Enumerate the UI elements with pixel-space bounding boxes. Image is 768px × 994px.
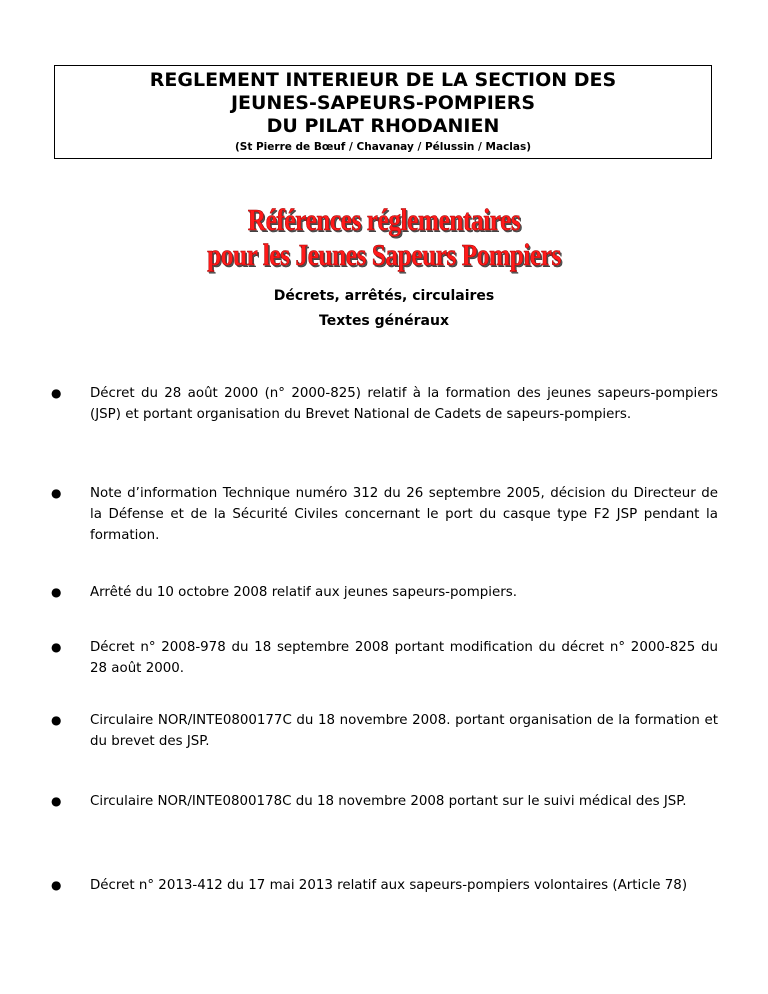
title-line-2: JEUNES-SAPEURS-POMPIERS — [230, 92, 536, 114]
bullet-icon: ● — [51, 640, 62, 654]
list-item — [51, 710, 718, 752]
title-line-3: DU PILAT RHODANIEN — [266, 115, 500, 137]
reference-text: Décret du 28 août 2000 (n° 2000-825) relatif à la formation des jeunes sapeurs-pompiers (JSP) et portant organisation du Brevet National de Cadets de sapeurs-pompiers. — [90, 386, 718, 422]
bullet-icon: ● — [51, 585, 62, 599]
bullet-icon: ● — [51, 386, 62, 400]
list-item — [51, 483, 718, 546]
reference-text: Arrêté du 10 octobre 2008 relatif aux jeunes sapeurs-pompiers. — [90, 585, 517, 600]
bullet-icon: ● — [51, 486, 62, 500]
document-header — [54, 65, 712, 159]
reference-text: Note d’information Technique numéro 312 du 26 septembre 2005, décision du Directeur de la Défense et de la Sécurité Civiles concernant le port du casque type F2 JSP pendant la formation. — [90, 486, 718, 543]
list-item — [51, 582, 718, 603]
list-item — [51, 383, 718, 425]
bullet-icon: ● — [51, 713, 62, 727]
list-item — [51, 875, 718, 896]
title-line-1: REGLEMENT INTERIEUR DE LA SECTION DES — [149, 69, 617, 91]
section-heading-decrees: Décrets, arrêtés, circulaires — [273, 288, 495, 304]
reference-text: Décret n° 2008-978 du 18 septembre 2008 portant modification du décret n° 2000-825 du 28 août 2000. — [90, 640, 718, 676]
list-item — [51, 791, 718, 812]
banner-line-2: pour les Jeunes Sapeurs Pompiers — [207, 237, 561, 272]
document-subtitle: (St Pierre de Bœuf / Chavanay / Pélussin / Maclas) — [234, 141, 532, 153]
list-item — [51, 637, 718, 679]
bullet-icon: ● — [51, 878, 62, 892]
reference-text: Circulaire NOR/INTE0800177C du 18 novembre 2008. portant organisation de la formation et du brevet des JSP. — [90, 713, 718, 749]
banner-line-1: Références réglementaires — [247, 202, 521, 237]
reference-text: Circulaire NOR/INTE0800178C du 18 novembre 2008 portant sur le suivi médical des JSP. — [90, 794, 687, 809]
reference-text: Décret n° 2013-412 du 17 mai 2013 relatif aux sapeurs-pompiers volontaires (Article 78) — [90, 878, 688, 893]
document-title — [55, 69, 711, 138]
bullet-icon: ● — [51, 794, 62, 808]
section-heading-general-texts: Textes généraux — [319, 313, 449, 329]
